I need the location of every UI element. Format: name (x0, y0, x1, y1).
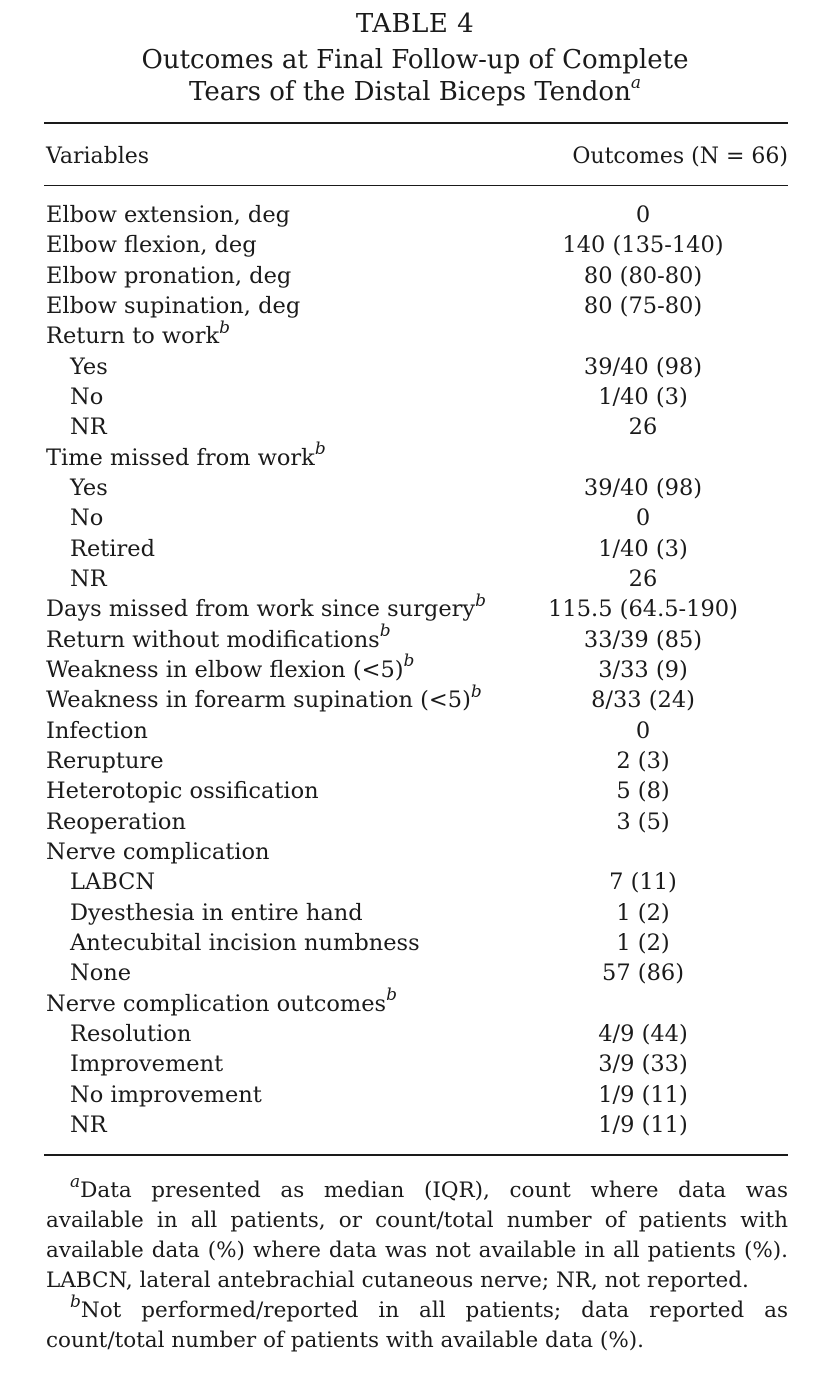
table-row (0, 382, 830, 412)
row-footnote-marker: b (386, 985, 397, 1006)
row-label-text: Time missed from work (46, 444, 315, 471)
row-label-text: Yes (70, 353, 108, 380)
table-row (0, 1019, 830, 1049)
row-value: 5 (8) (616, 778, 670, 805)
row-label-text: Yes (70, 474, 108, 501)
row-label (70, 1049, 223, 1079)
row-label-text: Elbow pronation, deg (46, 262, 292, 289)
row-footnote-marker: b (475, 590, 486, 611)
row-label-text: Reoperation (46, 808, 186, 835)
row-label (46, 681, 482, 715)
row-value: 39/40 (98) (583, 474, 703, 501)
table-row (0, 867, 830, 897)
footnote-a-text: Data presented as median (IQR), count where data was available in all patients, or count/total number of patients with available data (%) where data was not available in all patients (%). LABCN, lateral antebrachial cutaneous nerve; NR, not reported. (46, 1178, 788, 1293)
row-value: 1/40 (3) (598, 383, 688, 410)
table-row (0, 230, 830, 260)
table-row (0, 651, 830, 685)
row-label (46, 716, 148, 746)
table-row (0, 1110, 830, 1140)
row-label-text: Elbow flexion, deg (46, 232, 257, 259)
row-value: 8/33 (24) (591, 687, 695, 714)
row-label-text: Improvement (70, 1051, 224, 1078)
row-value: 0 (635, 717, 651, 744)
row-label (70, 867, 155, 897)
row-label-text: Elbow supination, deg (46, 292, 301, 319)
row-label-text: LABCN (70, 869, 156, 896)
row-label (46, 230, 257, 260)
table-row (0, 439, 830, 473)
row-label-text: Nerve complication (46, 838, 270, 865)
table-row (0, 473, 830, 503)
title-footnote-marker: a (630, 73, 641, 94)
table-row (0, 200, 830, 230)
table-body (0, 200, 830, 1140)
row-footnote-marker: b (314, 439, 326, 460)
row-value: 1/40 (3) (598, 535, 688, 562)
row-label (46, 837, 270, 867)
footnote-b-marker: b (70, 1291, 81, 1312)
row-label (46, 261, 291, 291)
table-row (0, 746, 830, 776)
table-title-line2 (0, 73, 830, 108)
row-label-text: Retired (70, 535, 155, 562)
row-label (70, 898, 363, 928)
row-value: 26 (628, 414, 658, 441)
row-label (70, 473, 108, 503)
row-value: 7 (11) (609, 869, 677, 896)
row-label (46, 776, 319, 806)
table-row (0, 534, 830, 564)
row-label (46, 621, 391, 655)
row-value: 33/39 (85) (583, 626, 703, 653)
row-label (70, 1080, 262, 1110)
row-label-text: Days missed from work since surgery (46, 596, 476, 623)
row-value: 26 (628, 565, 658, 592)
row-label-text: No (70, 383, 104, 410)
row-label-text: Antecubital incision numbness (70, 929, 420, 956)
row-value: 115.5 (64.5-190) (548, 596, 738, 623)
table-row (0, 503, 830, 533)
row-label-text: Heterotopic ossification (46, 778, 319, 805)
row-label-text: Return without modifications (46, 626, 380, 653)
table-row (0, 317, 830, 351)
row-value: 140 (135-140) (562, 232, 724, 259)
row-label-text: NR (70, 414, 107, 441)
row-label (70, 352, 108, 382)
table-row (0, 716, 830, 746)
table-row (0, 928, 830, 958)
row-label-text: Infection (46, 717, 148, 744)
table-row (0, 837, 830, 867)
table-row (0, 807, 830, 837)
row-value: 1 (2) (616, 929, 670, 956)
row-label-text: Return to work (46, 323, 220, 350)
row-label (70, 958, 131, 988)
row-value: 3 (5) (616, 808, 670, 835)
row-label (46, 651, 415, 685)
row-label (70, 1110, 107, 1140)
row-label-text: No improvement (70, 1081, 262, 1108)
row-value: 0 (635, 202, 651, 228)
table-row (0, 681, 830, 715)
row-label-text: Nerve complication outcomes (46, 990, 387, 1017)
row-label-text: None (70, 960, 132, 987)
table-row (0, 898, 830, 928)
row-label (46, 590, 486, 624)
footnote-a-marker: a (70, 1171, 81, 1192)
row-footnote-marker: b (219, 317, 231, 338)
row-label (46, 291, 300, 321)
row-label-text: Elbow extension, deg (46, 202, 291, 228)
table-title-line2-text: Tears of the Distal Biceps Tendon (189, 77, 631, 107)
row-footnote-marker: b (379, 621, 391, 642)
row-footnote-marker: b (470, 681, 482, 702)
row-label (70, 534, 155, 564)
footnote-b (46, 1291, 788, 1356)
row-label (70, 928, 420, 958)
top-rule (44, 122, 788, 124)
table-row (0, 985, 830, 1019)
column-header-outcomes: Outcomes (N = 66) (572, 144, 788, 169)
bottom-rule (44, 1154, 788, 1156)
row-value: 3/33 (9) (598, 656, 688, 683)
table-row (0, 564, 830, 594)
table-title-line1: Outcomes at Final Follow-up of Complete (141, 45, 689, 75)
table-row (0, 291, 830, 321)
row-label (46, 317, 231, 351)
row-label-text: Dyesthesia in entire hand (70, 899, 363, 926)
row-label (46, 439, 326, 473)
row-label (70, 382, 103, 412)
table-row (0, 1080, 830, 1110)
row-value: 0 (635, 505, 651, 532)
table-row (0, 958, 830, 988)
row-value: 1/9 (11) (598, 1081, 688, 1108)
row-label-text: Rerupture (46, 747, 164, 774)
row-label (46, 985, 397, 1019)
table-row (0, 261, 830, 291)
column-header-variables: Variables (46, 144, 150, 169)
row-label (46, 200, 290, 230)
table-row (0, 621, 830, 655)
row-value: 80 (75-80) (583, 292, 703, 319)
table-row (0, 352, 830, 382)
row-label-text: Weakness in forearm supination (<5) (46, 687, 471, 714)
row-label-text: NR (70, 565, 107, 592)
row-label (46, 746, 164, 776)
row-label (70, 564, 107, 594)
row-label (70, 412, 107, 442)
row-value: 80 (80-80) (583, 262, 703, 289)
row-value: 1/9 (11) (598, 1111, 688, 1138)
table-row (0, 776, 830, 806)
row-label (70, 503, 103, 533)
row-value: 3/9 (33) (598, 1051, 688, 1078)
row-label-text: Weakness in elbow flexion (<5) (46, 656, 404, 683)
row-label (46, 807, 186, 837)
header-rule (44, 185, 788, 186)
row-label-text: Resolution (70, 1020, 192, 1047)
row-label-text: No (70, 505, 104, 532)
table-number: TABLE 4 (355, 9, 475, 39)
row-label (70, 1019, 191, 1049)
row-value: 4/9 (44) (598, 1020, 688, 1047)
row-value: 2 (3) (616, 747, 670, 774)
footnote-b-text: Not performed/reported in all patients; data reported as count/total number of patients with available data (%). (46, 1298, 788, 1353)
row-label-text: NR (70, 1111, 107, 1138)
row-value: 39/40 (98) (583, 353, 703, 380)
table-row (0, 1049, 830, 1079)
footnote-a (46, 1171, 788, 1296)
row-value: 57 (86) (602, 960, 684, 987)
row-footnote-marker: b (403, 651, 415, 672)
table-row (0, 412, 830, 442)
row-value: 1 (2) (616, 899, 670, 926)
table-row (0, 590, 830, 624)
